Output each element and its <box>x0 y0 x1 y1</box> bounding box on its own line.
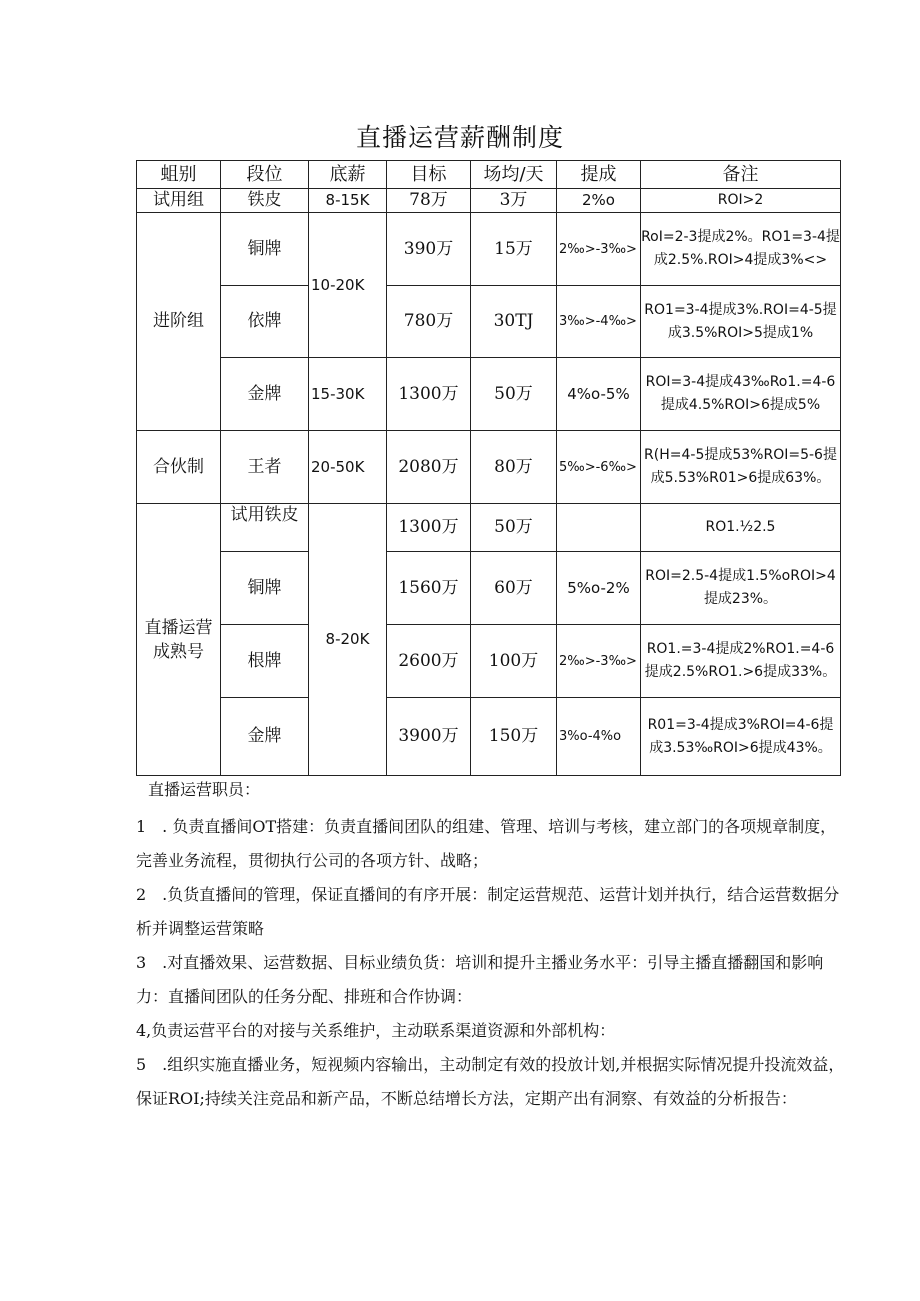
header-note: 备注 <box>641 161 841 189</box>
salary-cell: 8-15K <box>309 189 387 213</box>
table-row <box>137 286 841 358</box>
target-cell: 390万 <box>387 213 471 286</box>
target-cell: 78万 <box>387 189 471 213</box>
salary-table <box>136 160 841 776</box>
avg-cell: 50万 <box>471 504 557 552</box>
note-cell: RO1.½2.5 <box>641 504 841 552</box>
commission-cell: 2%o <box>557 189 641 213</box>
salary-cell: 15-30K <box>309 358 387 431</box>
level-cell: 铜牌 <box>221 552 309 625</box>
commission-cell: 4%o-5% <box>557 358 641 431</box>
commission-cell: 5‰>-6‰> <box>557 431 641 504</box>
table-row <box>137 698 841 776</box>
note-cell: RO1.=3-4提成2%RO1.=4-6提成2.5%RO1.>6提成33%。 <box>641 625 841 698</box>
commission-cell: 2‰>-3‰> <box>557 213 641 286</box>
level-cell: 王者 <box>221 431 309 504</box>
table-row <box>137 504 841 552</box>
group-cell: 直播运营成熟号 <box>137 504 221 776</box>
target-cell: 2600万 <box>387 625 471 698</box>
note-cell: ROI>2 <box>641 189 841 213</box>
target-cell: 780万 <box>387 286 471 358</box>
level-cell: 铜牌 <box>221 213 309 286</box>
salary-cell: 20-50K <box>309 431 387 504</box>
duty-item: 2 .负货直播间的管理，保证直播间的有序开展：制定运营规范、运营计划并执行，结合运营数据分析并调整运营策略 <box>136 885 840 938</box>
page-title: 直播运营薪酬制度 <box>355 123 564 152</box>
header-avg: 场均/天 <box>471 161 557 189</box>
avg-cell: 3万 <box>471 189 557 213</box>
level-cell: 试用铁皮 <box>221 504 309 552</box>
target-cell: 1300万 <box>387 504 471 552</box>
avg-cell: 30TJ <box>471 286 557 358</box>
table-row <box>137 431 841 504</box>
avg-cell: 150万 <box>471 698 557 776</box>
header-salary: 底薪 <box>309 161 387 189</box>
duty-item: 1 . 负责直播间OT搭建：负责直播间团队的组建、管理、培训与考核，建立部门的各项规章制度，完善业务流程，贯彻执行公司的各项方针、战略； <box>136 817 837 870</box>
table-header-row <box>137 161 841 189</box>
target-cell: 3900万 <box>387 698 471 776</box>
header-level: 段位 <box>221 161 309 189</box>
header-group: 蛆别 <box>137 161 221 189</box>
table-row <box>137 213 841 286</box>
commission-cell: 3‰>-4‰> <box>557 286 641 358</box>
duties-list <box>136 810 846 1116</box>
avg-cell: 100万 <box>471 625 557 698</box>
table-row <box>137 189 841 213</box>
note-cell: ROI=3-4提成43‰Ro1.=4-6提成4.5%ROI>6提成5% <box>641 358 841 431</box>
commission-cell: 3%o-4%o <box>557 698 641 776</box>
note-cell: ROI=2.5-4提成1.5%oROI>4提成23%。 <box>641 552 841 625</box>
duty-item: 5 .组织实施直播业务，短视频内容输出，主动制定有效的投放计划,并根据实际情况提升投流效益，保证ROI;持续关注竞品和新产品，不断总结增长方法，定期产出有洞察、有效益的分析报告： <box>136 1055 845 1108</box>
commission-cell: 5%o-2% <box>557 552 641 625</box>
salary-cell: 10-20K <box>309 213 387 358</box>
header-commission: 提成 <box>557 161 641 189</box>
group-cell: 试用组 <box>137 189 221 213</box>
target-cell: 2080万 <box>387 431 471 504</box>
avg-cell: 50万 <box>471 358 557 431</box>
duty-item: 3 .对直播效果、运营数据、目标业绩负货：培训和提升主播业务水平：引导主播直播翻国和影响力：直播间团队的任务分配、排班和合作协调： <box>136 953 824 1006</box>
level-cell: 根牌 <box>221 625 309 698</box>
note-cell: RoI=2-3提成2%。RO1=3-4提成2.5%.ROI>4提成3%<> <box>641 213 841 286</box>
level-cell: 金牌 <box>221 358 309 431</box>
table-row <box>137 552 841 625</box>
group-cell: 合伙制 <box>137 431 221 504</box>
target-cell: 1300万 <box>387 358 471 431</box>
note-cell: R01=3-4提成3%ROI=4-6提成3.53‰ROI>6提成43%。 <box>641 698 841 776</box>
commission-cell <box>557 504 641 552</box>
level-cell: 金牌 <box>221 698 309 776</box>
group-cell: 进阶组 <box>137 213 221 431</box>
staff-heading: 直播运营职员： <box>148 780 261 799</box>
avg-cell: 15万 <box>471 213 557 286</box>
duty-item: 4,负责运营平台的对接与关系维护，主动联系渠道资源和外部机构： <box>136 1021 616 1040</box>
note-cell: R(H=4-5提成53%ROI=5-6提成5.53%R01>6提成63%。 <box>641 431 841 504</box>
header-target: 目标 <box>387 161 471 189</box>
target-cell: 1560万 <box>387 552 471 625</box>
avg-cell: 60万 <box>471 552 557 625</box>
table-row <box>137 358 841 431</box>
avg-cell: 80万 <box>471 431 557 504</box>
level-cell: 铁皮 <box>221 189 309 213</box>
level-cell: 依牌 <box>221 286 309 358</box>
note-cell: RO1=3-4提成3%.ROI=4-5提成3.5%ROI>5提成1% <box>641 286 841 358</box>
commission-cell: 2‰>-3‰> <box>557 625 641 698</box>
table-row <box>137 625 841 698</box>
salary-cell: 8-20K <box>309 504 387 776</box>
